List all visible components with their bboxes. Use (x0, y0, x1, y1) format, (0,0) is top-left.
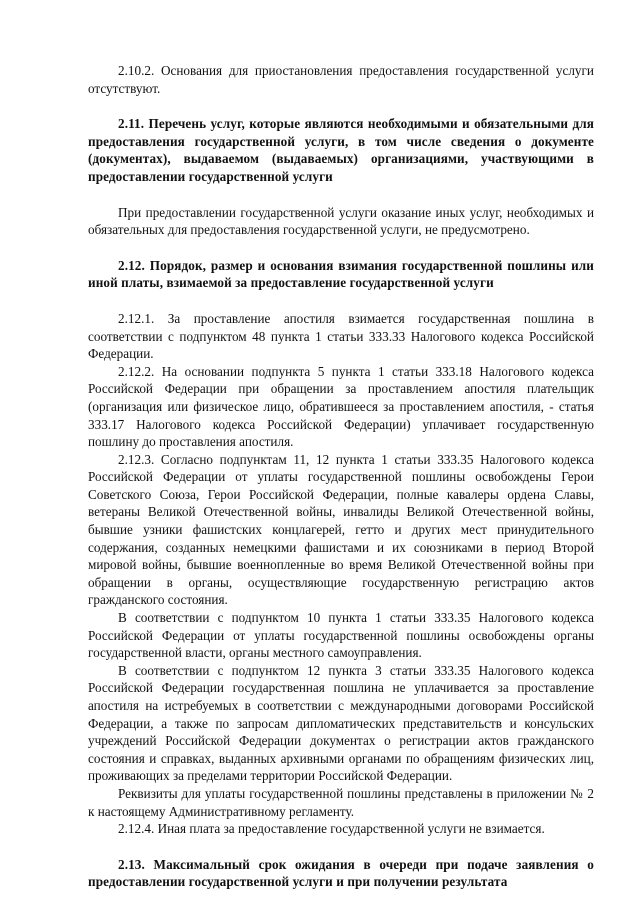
paragraph-foreign-exemption: В соответствии с подпунктом 12 пункта 3 статьи 333.35 Налогового кодекса Российской Федерации государственная пошлина не уплачивается за проставление апостиля на истребуемых в соответствии с международными договорами Российской Федерации, а также по запросам дипломатических представительств и консульских учреждений Российской Федерации документах о регистрации актов гражданского состояния и справках, выданных архивными органами по обращениям физических лиц, проживающих за пределами территории Российской Федерации. (88, 662, 594, 784)
heading-2-12: 2.12. Порядок, размер и основания взимания государственной пошлины или иной платы, взимаемой за предоставление государственной услуги (88, 257, 594, 291)
paragraph-2-10-2: 2.10.2. Основания для приостановления предоставления государственной услуги отсутствуют. (88, 63, 594, 96)
heading-2-11: 2.11. Перечень услуг, которые являются необходимыми и обязательными для предоставления государственной услуги, в том числе сведения о документе (документах), выдаваемом (выдаваемых) организациями, участвующими в предоставлении государственной услуги (88, 116, 594, 184)
document-page (88, 62, 594, 891)
heading-2-13: 2.13. Максимальный срок ожидания в очереди при подаче заявления о предоставлении государственной услуги и при получении результата (88, 856, 594, 890)
paragraph-2-12-3: 2.12.3. Согласно подпунктам 11, 12 пункта 1 статьи 333.35 Налогового кодекса Российской Федерации от уплаты государственной пошлины освобождены Герои Советского Союза, Герои Российской Федерации, полные кавалеры ордена Славы, ветераны Великой Отечественной войны, инвалиды Великой Отечественной войны, бывшие узники фашистских концлагерей, гетто и других мест принудительного содержания, созданных немецкими фашистами и их союзниками в период Второй мировой войны, бывшие военнопленные во время Великой Отечественной войны при обращении в органы, осуществляющие государственную регистрацию актов гражданского состояния. (88, 451, 594, 608)
paragraph-2-12-1: 2.12.1. За проставление апостиля взимается государственная пошлина в соответствии с подпунктом 48 пункта 1 статьи 333.33 Налогового кодекса Российской Федерации. (88, 310, 594, 362)
paragraph-requisites: Реквизиты для уплаты государственной пошлины представлены в приложении № 2 к настоящему Административному регламенту. (88, 785, 594, 819)
paragraph-2-11-body: При предоставлении государственной услуги оказание иных услуг, необходимых и обязательных для предоставления государственной услуги, не предусмотрено. (88, 204, 594, 238)
paragraph-organs-exemption: В соответствии с подпунктом 10 пункта 1 статьи 333.35 Налогового кодекса Российской Федерации от уплаты государственной пошлины освобождены органы государственной власти, органы местного самоуправления. (88, 610, 594, 661)
paragraph-2-12-2: 2.12.2. На основании подпункта 5 пункта 1 статьи 333.18 Налогового кодекса Российской Федерации при обращении за проставлением апостиля плательщик (организация или физическое лицо, обратившееся за проставлением апостиля, - статья 333.17 Налогового кодекса Российской Федерации) уплачивает государственную пошлину до проставления апостиля. (88, 363, 594, 450)
paragraph-2-12-4: 2.12.4. Иная плата за предоставление государственной услуги не взимается. (118, 821, 545, 837)
